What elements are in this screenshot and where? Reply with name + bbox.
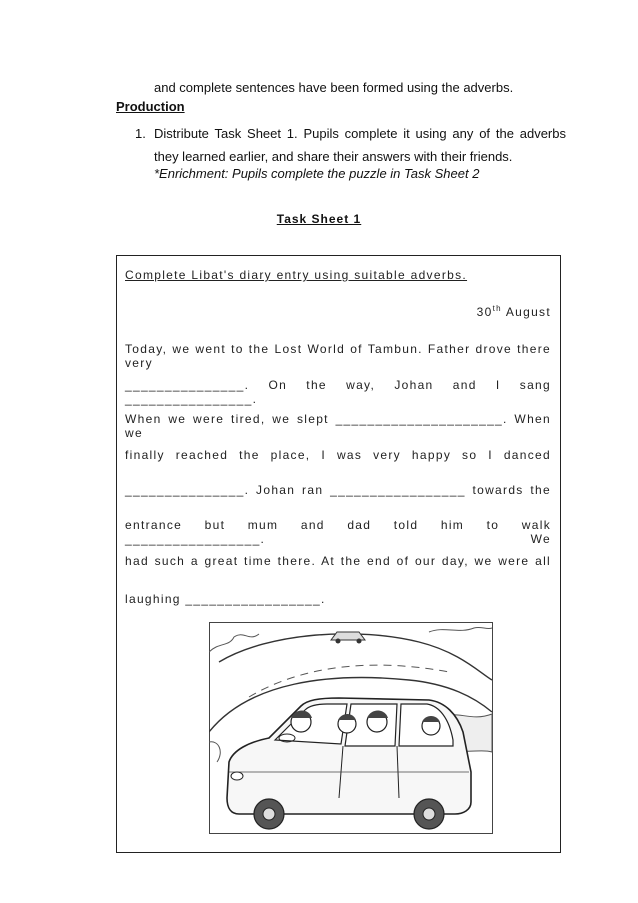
enrichment-note: *Enrichment: Pupils complete the puzzle in Task Sheet 2 [154,166,480,181]
diary-line-7: had such a great time there. At the end of our day, we were all [125,554,551,568]
family-car-drive-illustration [209,622,493,834]
task-sheet-title: Task Sheet 1 [276,212,362,226]
diary-line-2: _______________. On the way, Johan and I sang ________________. [125,378,551,406]
diary-date [477,304,551,319]
item-text: Distribute Task Sheet 1. Pupils complete it using any of the adverbs they learned earlier, and share their answers with their friends. [154,126,566,164]
date-suffix: th [492,304,502,313]
production-heading: Production [116,99,185,114]
date-day: 30 [476,305,493,319]
diary-line-6: entrance but mum and dad told him to walk _________________. We [125,518,551,546]
task-sheet-box [116,255,561,853]
diary-line-1: Today, we went to the Lost World of Tambun. Father drove there very [125,342,551,370]
diary-line-3: When we were tired, we slept _____________________. When we [125,412,551,440]
diary-line-5: _______________. Johan ran _________________ towards the [125,483,551,497]
diary-line-4: finally reached the place, I was very happy so I danced [125,448,551,462]
date-month: August [505,305,551,319]
intro-line: and complete sentences have been formed using the adverbs. [154,80,514,95]
diary-line-8: laughing _________________. [125,592,326,606]
item-number: 1. [135,126,146,141]
diary-instruction: Complete Libat's diary entry using suitable adverbs. [125,268,468,282]
